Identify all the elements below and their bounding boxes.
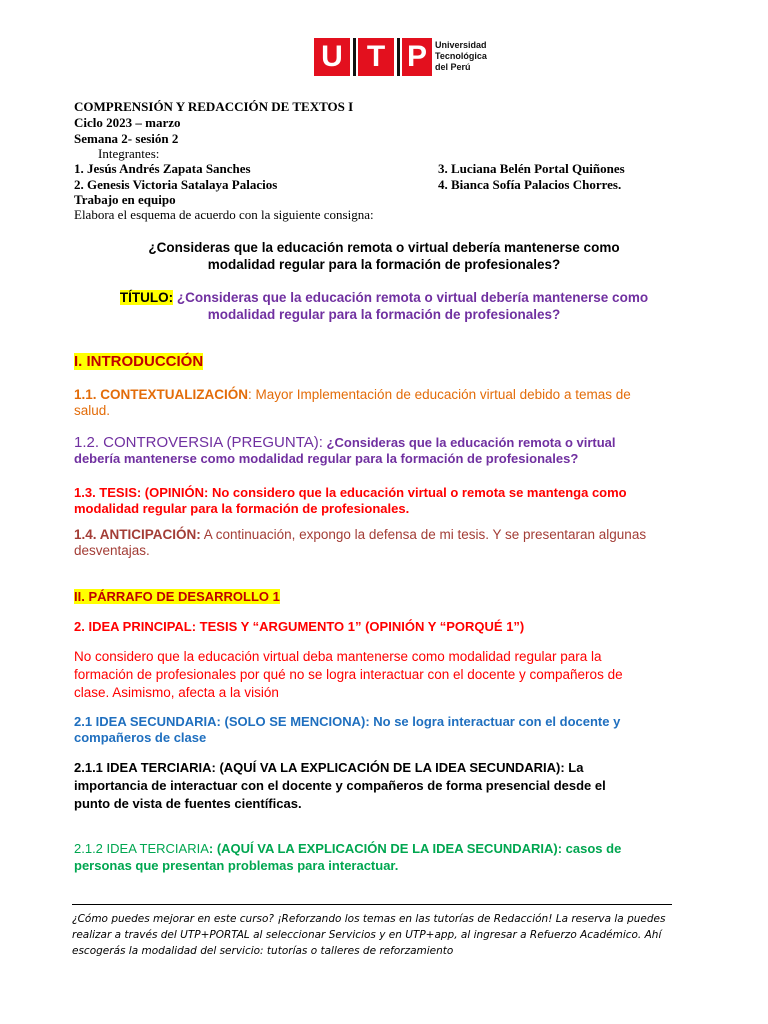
intro-heading: I. INTRODUCCIÓN (74, 353, 204, 370)
tertiary-idea-1: 2.1.1 IDEA TERCIARIA: (AQUÍ VA LA EXPLICACIÓN DE LA IDEA SECUNDARIA): La importancia de interactuar con el docente y compañeros de forma presencial desde el punto de vista de fuentes científicas. (74, 760, 606, 811)
secondary-idea: 2.1 IDEA SECUNDARIA: (SOLO SE MENCIONA): No se logra interactuar con el docente y compañeros de clase (74, 714, 621, 745)
footnote: ¿Cómo puedes mejorar en este curso? ¡Reforzando los temas en las tutorías de Redacción! La reserva la puedes realizar a través del UTP+PORTAL al seleccionar Servicios y en UTP+app, al ingresar a Refuerzo Académico. Ahí escogerás la modalidad del servicio: tutorías o talleres de reforzamiento (72, 913, 666, 957)
instruction: Elabora el esquema de acuerdo con la siguiente consigna: (74, 207, 374, 222)
thesis: 1.3. TESIS: (OPINIÓN: No considero que la educación virtual o remota se mantenga como modalidad regular para la formación de profesionales. (74, 485, 627, 516)
utp-logo (314, 38, 490, 78)
member-3: 3. Luciana Belén Portal Quiñones (438, 161, 625, 176)
logo-separator (353, 38, 356, 76)
cycle: Ciclo 2023 – marzo (74, 115, 181, 130)
essay-title: TÍTULO: ¿Consideras que la educación remota o virtual debería mantenerse como modalidad regular para la formación de profesionales? (119, 290, 649, 322)
development-heading: II. PÁRRAFO DE DESARROLLO 1 (74, 589, 280, 604)
logo-letter-t: T (358, 38, 394, 76)
contextualization: 1.1. CONTEXTUALIZACIÓN: Mayor Implementación de educación virtual debido a temas de salud. (74, 387, 631, 418)
anticipation: 1.4. ANTICIPACIÓN: A continuación, expongo la defensa de mi tesis. Y se presentaran algunas desventajas. (74, 527, 647, 558)
work-type: Trabajo en equipo (74, 192, 176, 207)
controversy: 1.2. CONTROVERSIA (PREGUNTA): ¿Consideras que la educación remota o virtual debería mantenerse como modalidad regular para la formación de profesionales? (74, 434, 616, 466)
main-idea: 2. IDEA PRINCIPAL: TESIS Y “ARGUMENTO 1” (OPINIÓN Y “PORQUÉ 1”) (74, 619, 525, 634)
logo-letter-p: P (402, 38, 432, 76)
development-body: No considero que la educación virtual deba mantenerse como modalidad regular para la formación de profesionales por qué no se logra interactuar con el docente y compañeros de clase. Asimismo, afecta a la visión (74, 649, 623, 700)
logo-letter-u: U (314, 38, 350, 76)
title-text: ¿Consideras que la educación remota o virtual debería mantenerse como (173, 290, 649, 305)
tertiary-idea-2: 2.1.2 IDEA TERCIARIA: (AQUÍ VA LA EXPLICACIÓN DE LA IDEA SECUNDARIA): casos de personas que presentan problemas para interactuar. (74, 841, 622, 873)
guiding-question: ¿Consideras que la educación remota o virtual debería mantenerse como modalidad regular para la formación de profesionales? (148, 240, 620, 272)
footnote-rule (72, 904, 672, 905)
logo-university-name: Universidad Tecnológica del Perú (435, 40, 487, 72)
members-label: Integrantes: (98, 146, 160, 161)
title-label: TÍTULO: (119, 290, 174, 305)
logo-separator (397, 38, 400, 76)
course-title: COMPRENSIÓN Y REDACCIÓN DE TEXTOS I (74, 99, 354, 114)
member-2: 2. Genesis Victoria Satalaya Palacios (74, 177, 278, 192)
member-1: 1. Jesús Andrés Zapata Sanches (74, 161, 251, 176)
member-4: 4. Bianca Sofía Palacios Chorres. (438, 177, 622, 192)
week-session: Semana 2- sesión 2 (74, 131, 179, 146)
